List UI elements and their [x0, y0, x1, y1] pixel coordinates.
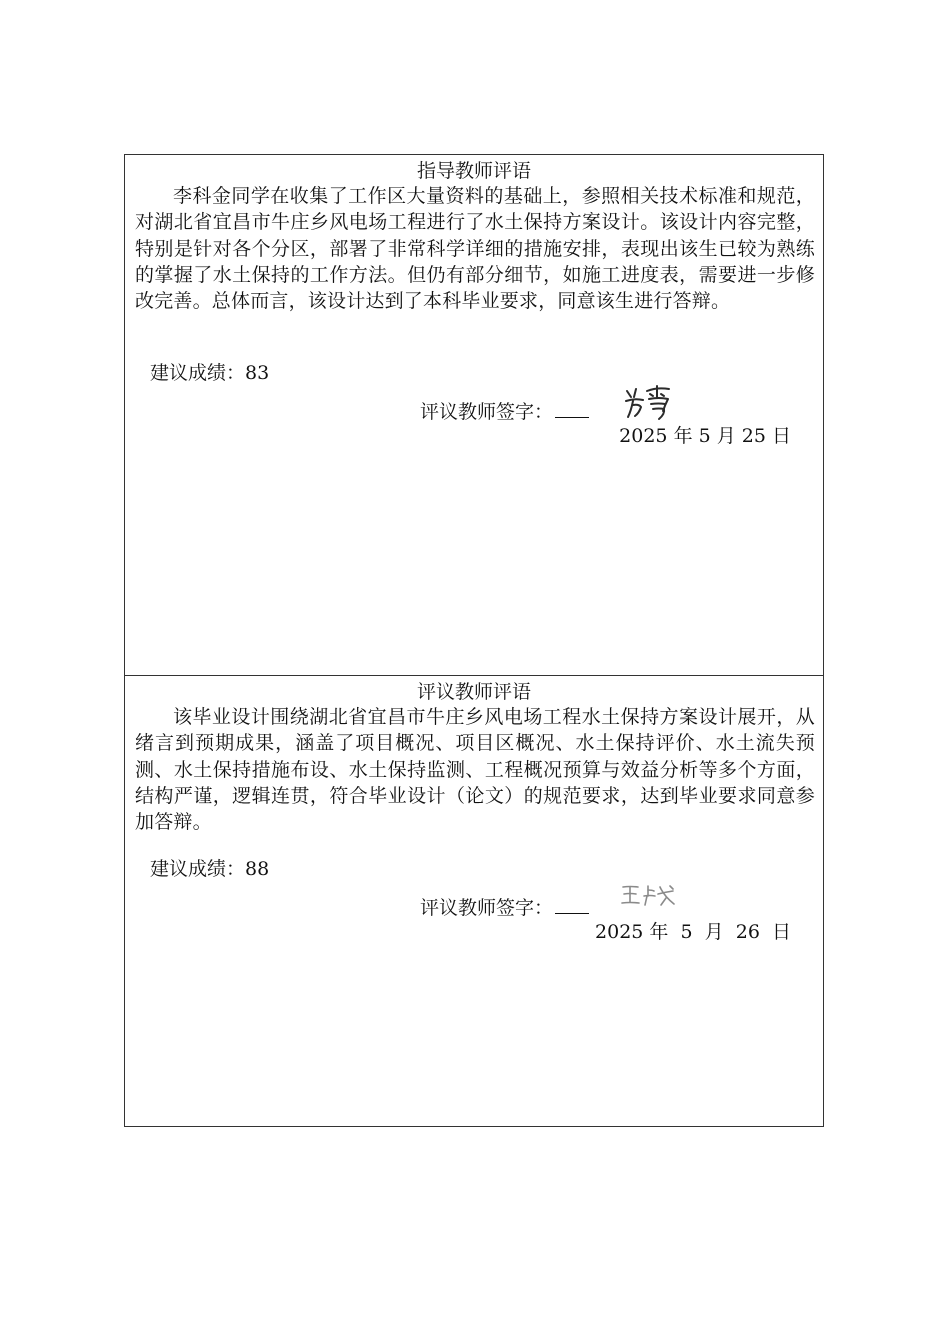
reviewer-handwritten-signature: [620, 882, 678, 912]
grade-label: 建议成绩：: [150, 362, 246, 384]
reviewer-section-title: 评议教师评语: [416, 681, 531, 703]
evaluation-form-table: [124, 154, 824, 1127]
reviewer-date: 2025 年 5 月 26 日: [595, 921, 791, 943]
supervisor-section-title: 指导教师评语: [416, 160, 531, 182]
reviewer-signature-row: [420, 893, 589, 921]
reviewer-comment-text: 该毕业设计围绕湖北省宜昌市牛庄乡风电场工程水土保持方案设计展开，从绪言到预期成果，涵盖了项目概况、项目区概况、水土保持评价、水土流失预测、水土保持措施布设、水土保持监测、工程概况预算与效益分析等多个方面，结构严谨，逻辑连贯，符合毕业设计（论文）的规范要求，达到毕业要求同意参加答辩。: [135, 706, 815, 834]
supervisor-grade: [150, 360, 269, 386]
supervisor-comment-text: 李科金同学在收集了工作区大量资料的基础上，参照相关技术标准和规范，对湖北省宜昌市牛庄乡风电场工程进行了水土保持方案设计。该设计内容完整，特别是针对各个分区，部署了非常科学详细的措施安排，表现出该生已较为熟练的掌握了水土保持的工作方法。但仍有部分细节，如施工进度表，需要进一步修改完善。总体而言，该设计达到了本科毕业要求，同意该生进行答辩。: [135, 185, 815, 313]
signature-label: 评议教师签字：: [420, 897, 554, 919]
supervisor-signature-row: [420, 397, 589, 425]
grade-value: 83: [245, 362, 270, 384]
signature-label: 评议教师签字：: [420, 401, 554, 423]
supervisor-date: 2025 年 5 月 25 日: [619, 425, 791, 447]
reviewer-comment-section: [125, 676, 823, 1126]
supervisor-comment-section: [125, 155, 823, 676]
signature-line: [555, 893, 589, 914]
signature-line: [555, 397, 589, 418]
grade-label: 建议成绩：: [150, 858, 246, 880]
grade-value: 88: [245, 858, 270, 880]
supervisor-handwritten-signature: [623, 383, 687, 423]
reviewer-grade: [150, 856, 269, 882]
